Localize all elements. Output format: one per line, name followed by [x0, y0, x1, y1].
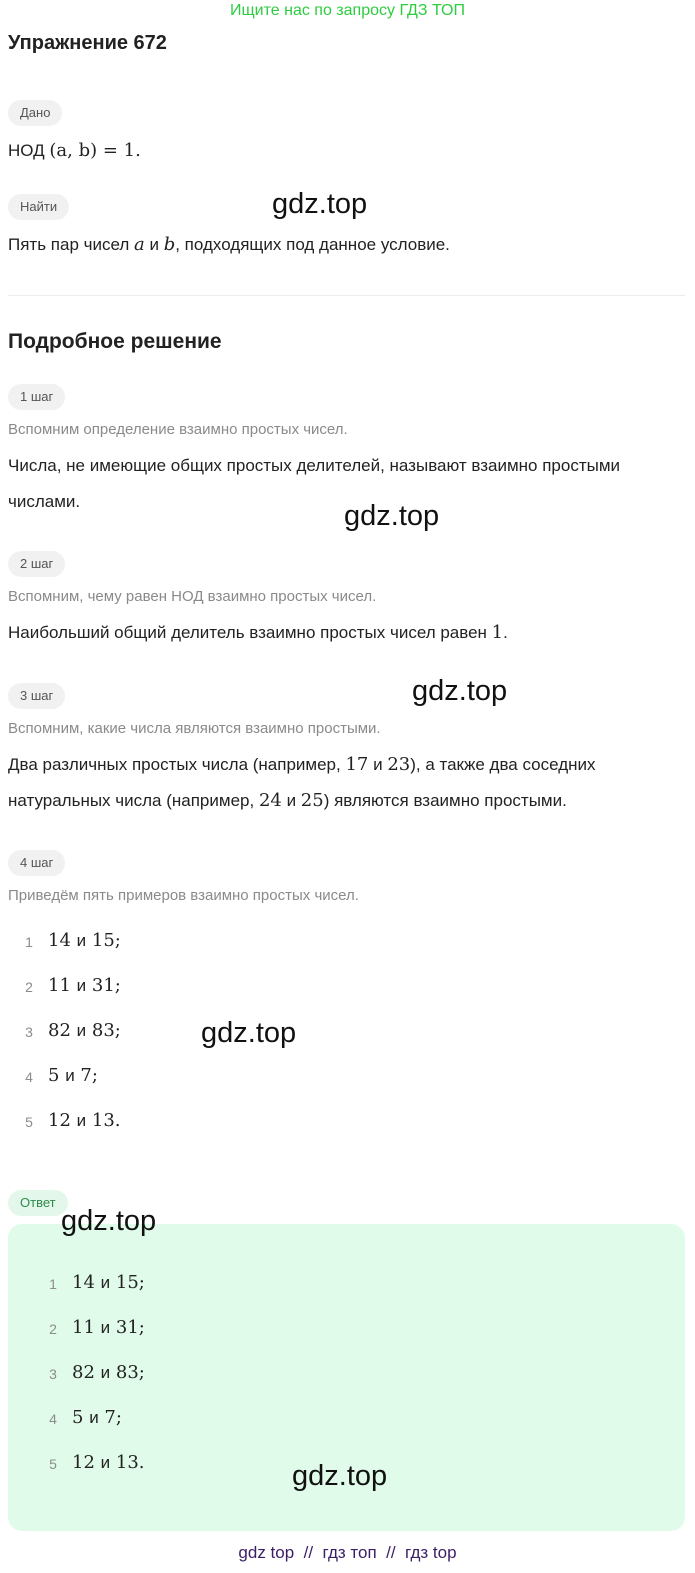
footer-link-gdz-top[interactable]: gdz top	[238, 1543, 295, 1562]
footer-separator: //	[303, 1543, 314, 1562]
step-2-text: Наибольший общий делитель взаимно простых чисел равен 1.	[8, 622, 508, 643]
find-statement: Пять пар чисел a и b, подходящих под данное условие.	[8, 234, 450, 255]
step-4-hint: Приведём пять примеров взаимно простых чисел.	[8, 887, 359, 904]
list-number: 5	[25, 1114, 33, 1130]
step-1-text-line2: числами.	[8, 492, 81, 511]
answer-number: 5	[49, 1456, 57, 1472]
answer-number: 1	[49, 1276, 57, 1292]
list-item: 14 и 15;	[48, 930, 121, 951]
search-banner: Ищите нас по запросу ГДЗ ТОП	[230, 2, 465, 19]
list-item: 82 и 83;	[48, 1020, 121, 1041]
list-item: 5 и 7;	[48, 1065, 98, 1086]
list-number: 1	[25, 934, 33, 950]
list-item: 12 и 13.	[48, 1110, 121, 1131]
list-number: 3	[25, 1024, 33, 1040]
step-3-badge: 3 шаг	[8, 683, 65, 709]
step-1-badge: 1 шаг	[8, 384, 65, 410]
solution-title: Подробное решение	[8, 330, 222, 353]
footer-link-gdz-top-ru[interactable]: гдз топ	[322, 1543, 377, 1562]
find-badge: Найти	[8, 194, 69, 220]
list-number: 4	[25, 1069, 33, 1085]
page-title: Упражнение 672	[8, 32, 167, 54]
watermark: gdz.top	[61, 1205, 157, 1237]
list-item: 11 и 31;	[48, 975, 121, 996]
answer-number: 4	[49, 1411, 57, 1427]
step-4-badge: 4 шаг	[8, 850, 65, 876]
gcd-label: НОД	[8, 141, 45, 160]
watermark: gdz.top	[344, 500, 440, 532]
step-1-hint: Вспомним определение взаимно простых чисел.	[8, 421, 348, 438]
step-3-text-line2: натуральных числа (например, 24 и 25) являются взаимно простыми.	[8, 790, 567, 811]
footer-link-gdz-top-mixed[interactable]: гдз top	[405, 1543, 457, 1562]
answer-number: 3	[49, 1366, 57, 1382]
footer-separator: //	[386, 1543, 396, 1562]
given-badge: Дано	[8, 100, 62, 126]
answer-number: 2	[49, 1321, 57, 1337]
answer-item: 5 и 7;	[72, 1407, 122, 1428]
answer-item: 12 и 13.	[72, 1452, 145, 1473]
watermark: gdz.top	[201, 1017, 297, 1049]
given-statement	[8, 140, 141, 161]
gcd-formula: (a, b) = 1.	[49, 140, 141, 161]
footer-links	[0, 1543, 695, 1563]
step-2-badge: 2 шаг	[8, 551, 65, 577]
answer-badge: Ответ	[8, 1190, 68, 1216]
step-3-hint: Вспомним, какие числа являются взаимно простыми.	[8, 720, 381, 737]
divider	[8, 295, 685, 296]
watermark: gdz.top	[292, 1460, 388, 1492]
step-1-text-line1: Числа, не имеющие общих простых делителей, называют взаимно простыми	[8, 456, 621, 475]
answer-item: 11 и 31;	[72, 1317, 145, 1338]
list-number: 2	[25, 979, 33, 995]
watermark: gdz.top	[272, 188, 368, 220]
answer-item: 82 и 83;	[72, 1362, 145, 1383]
answer-item: 14 и 15;	[72, 1272, 145, 1293]
step-2-hint: Вспомним, чему равен НОД взаимно простых чисел.	[8, 588, 377, 605]
step-3-text-line1: Два различных простых числа (например, 17 и 23), а также два соседних	[8, 754, 596, 775]
watermark: gdz.top	[412, 675, 508, 707]
